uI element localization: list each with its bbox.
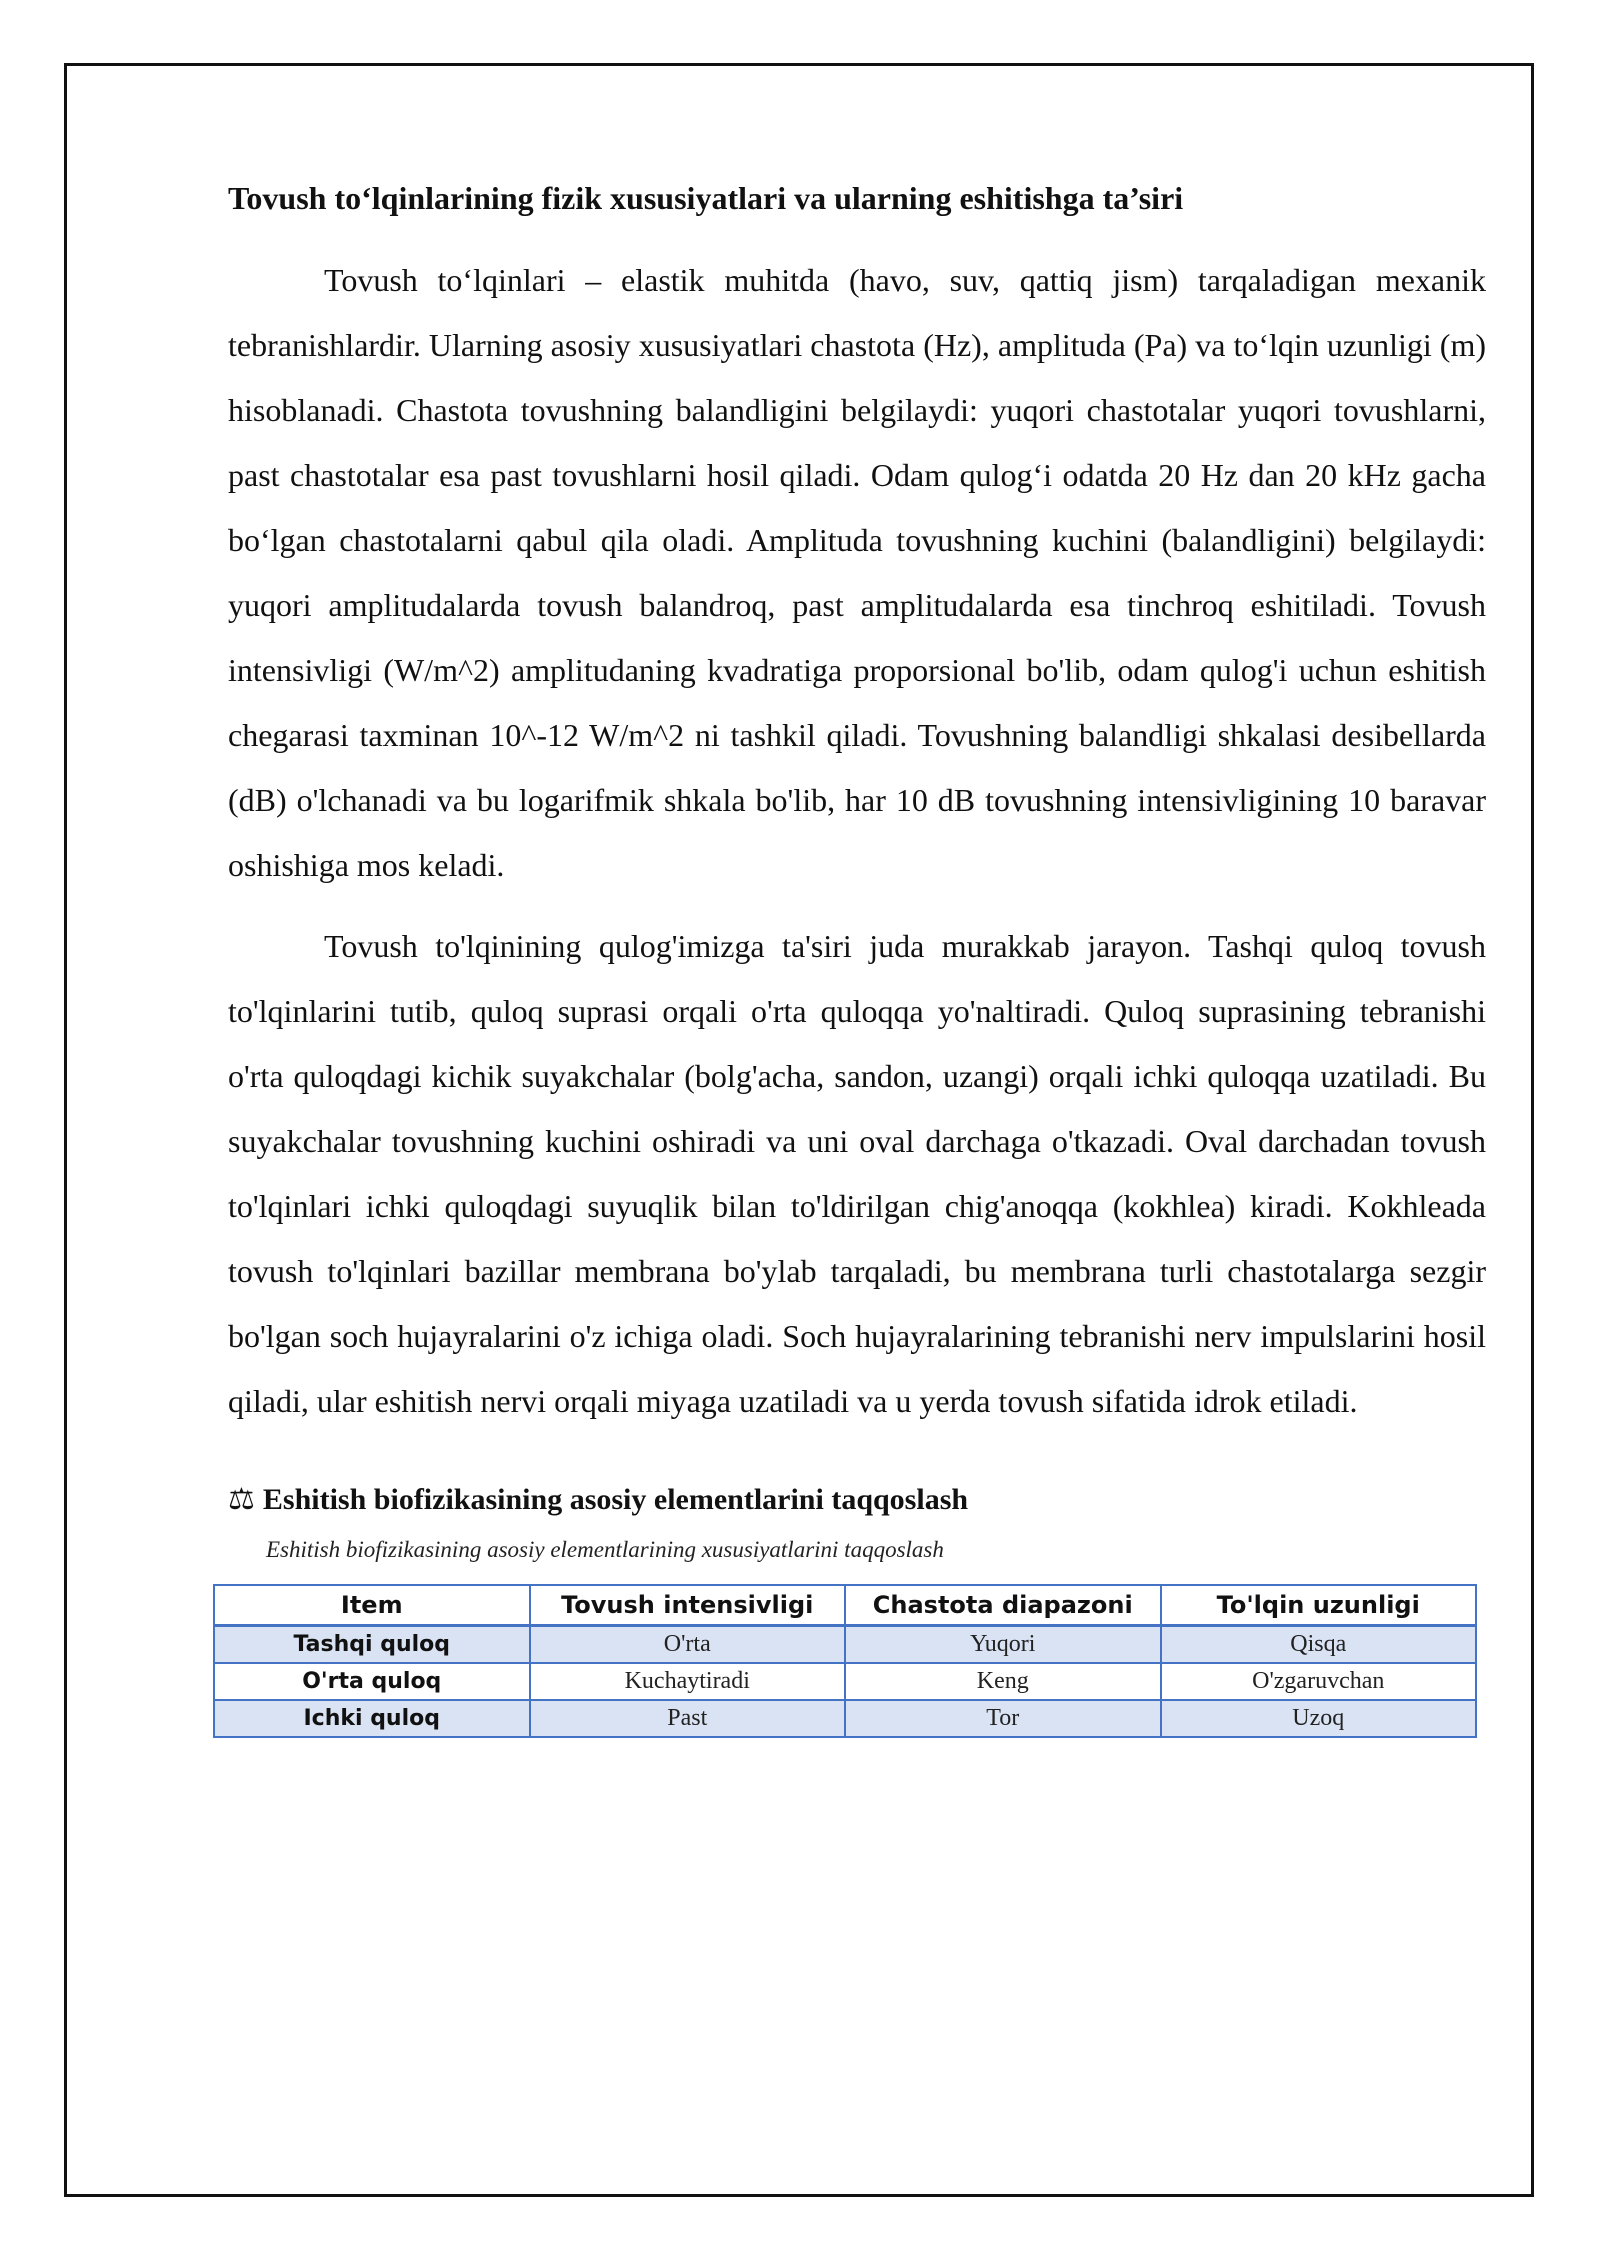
column-header-intensity: Tovush intensivligi xyxy=(530,1585,846,1626)
table-cell: Qisqa xyxy=(1161,1626,1477,1664)
table-cell: Kuchaytiradi xyxy=(530,1663,846,1700)
table-cell: Keng xyxy=(845,1663,1161,1700)
table-row xyxy=(214,1700,1476,1737)
table-row xyxy=(214,1663,1476,1700)
column-header-wavelength: To'lqin uzunligi xyxy=(1161,1585,1477,1626)
comparison-table xyxy=(213,1584,1477,1738)
table-cell: Uzoq xyxy=(1161,1700,1477,1737)
table-header-row xyxy=(214,1585,1476,1626)
table-cell: Tor xyxy=(845,1700,1161,1737)
document-title: Tovush to‘lqinlarining fizik xususiyatlari va ularning eshitishga ta’siri xyxy=(228,180,1184,216)
table-row xyxy=(214,1626,1476,1664)
column-header-frequency-range: Chastota diapazoni xyxy=(845,1585,1161,1626)
table-section-heading xyxy=(228,1478,1486,1522)
table-cell: O'zgaruvchan xyxy=(1161,1663,1477,1700)
row-label: Tashqi quloq xyxy=(214,1626,530,1664)
table-caption: Eshitish biofizikasining asosiy elementlarining xususiyatlarini taqqoslash xyxy=(266,1537,944,1562)
row-label: Ichki quloq xyxy=(214,1700,530,1737)
table-cell: Past xyxy=(530,1700,846,1737)
row-label: O'rta quloq xyxy=(214,1663,530,1700)
scale-icon: ⚖ xyxy=(228,1483,255,1516)
paragraph-2: Tovush to'lqinining qulog'imizga ta'siri juda murakkab jarayon. Tashqi quloq tovush to'lqinlarini tutib, quloq suprasi orqali o'rta quloqqa yo'naltiradi. Quloq suprasining tebranishi o'rta quloqdagi kichik suyakchalar (bolg'acha, sandon, uzangi) orqali ichki quloqqa uzatiladi. Bu suyakchalar tovushning kuchini oshiradi va uni oval darchaga o'tkazadi. Oval darchadan tovush to'lqinlari ichki quloqdagi suyuqlik bilan to'ldirilgan chig'anoqqa (kokhlea) kiradi. Kokhleada tovush to'lqinlari bazillar membrana bo'ylab tarqaladi, bu membrana turli chastotalarga sezgir bo'lgan soch hujayralarini o'z ichiga oladi. Soch hujayralarining tebranishi nerv impulslarini hosil qiladi, ular eshitish nervi orqali miyaga uzatiladi va u yerda tovush sifatida idrok etiladi. xyxy=(228,928,1486,1419)
table-heading-text: Eshitish biofizikasining asosiy elementlarini taqqoslash xyxy=(262,1483,969,1516)
column-header-item: Item xyxy=(214,1585,530,1626)
table-cell: O'rta xyxy=(530,1626,846,1664)
paragraph-1: Tovush to‘lqinlari – elastik muhitda (havo, suv, qattiq jism) tarqaladigan mexanik tebranishlardir. Ularning asosiy xususiyatlari chastota (Hz), amplituda (Pa) va to‘lqin uzunligi (m) hisoblanadi. Chastota tovushning balandligini belgilaydi: yuqori chastotalar yuqori tovushlarni, past chastotalar esa past tovushlarni hosil qiladi. Odam qulog‘i odatda 20 Hz dan 20 kHz gacha bo‘lgan chastotalarni qabul qila oladi. Amplituda tovushning kuchini (balandligini) belgilaydi: yuqori amplitudalarda tovush balandroq, past amplitudalarda esa tinchroq eshitiladi. Tovush intensivligi (W/m^2) amplitudaning kvadratiga proporsional bo'lib, odam qulog'i uchun eshitish chegarasi taxminan 10^-12 W/m^2 ni tashkil qiladi. Tovushning balandligi shkalasi desibellarda (dB) o'lchanadi va bu logarifmik shkala bo'lib, har 10 dB tovushning intensivligining 10 baravar oshishiga mos keladi. xyxy=(228,262,1486,883)
table-cell: Yuqori xyxy=(845,1626,1161,1664)
document-body xyxy=(228,170,1486,1731)
